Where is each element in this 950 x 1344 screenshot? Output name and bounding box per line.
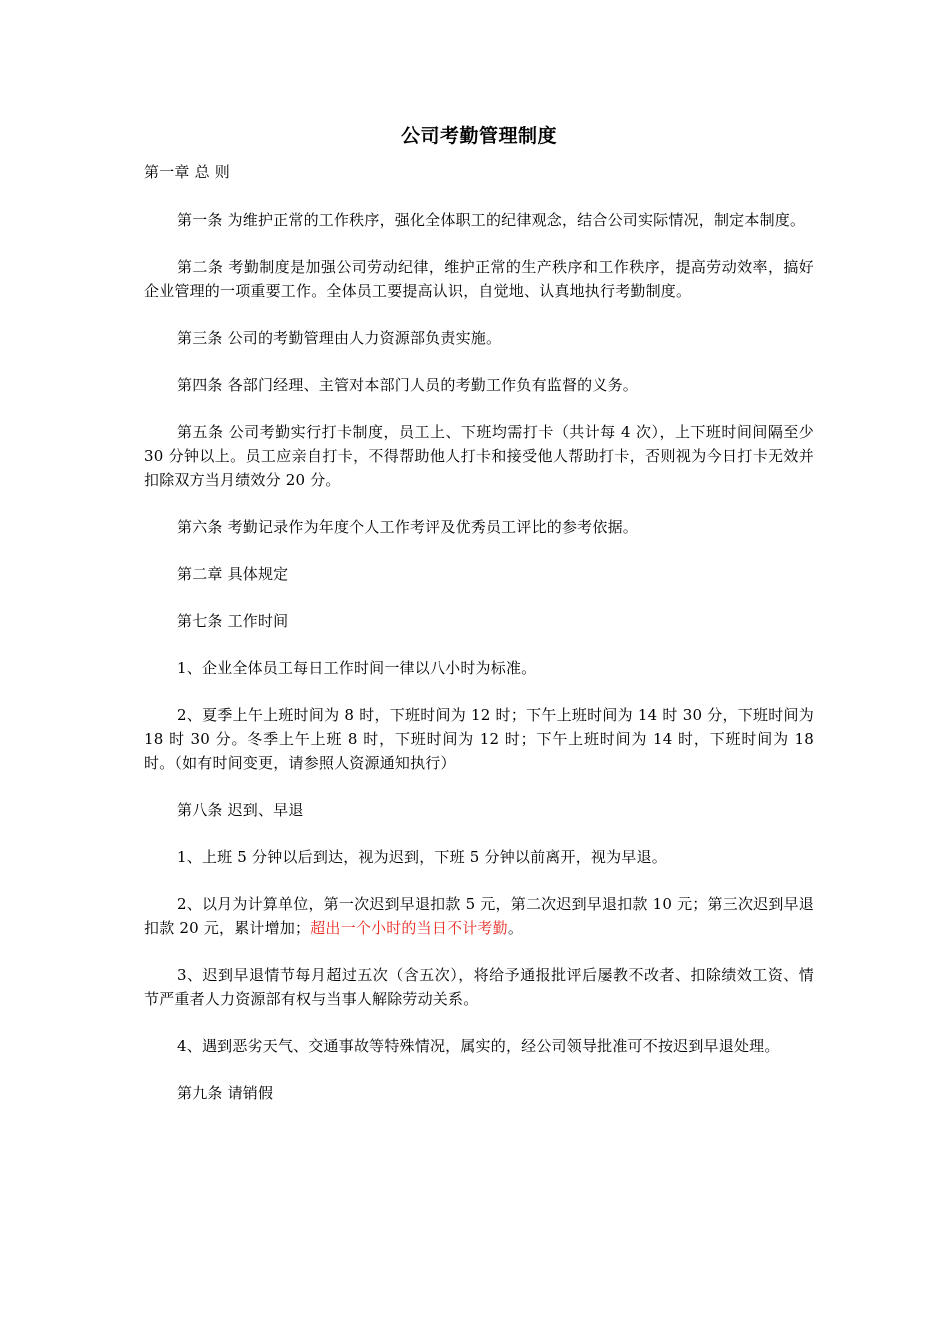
article-8-item-1: 1、上班 5 分钟以后到达，视为迟到，下班 5 分钟以前离开，视为早退。	[177, 848, 667, 866]
article-7-item-1: 1、企业全体员工每日工作时间一律以八小时为标准。	[177, 659, 537, 677]
article-3: 第三条 公司的考勤管理由人力资源部负责实施。	[177, 329, 502, 347]
document-page	[144, 118, 814, 1128]
chapter-1-heading: 第一章 总 则	[144, 163, 230, 181]
document-title: 公司考勤管理制度	[400, 125, 557, 147]
article-1: 第一条 为维护正常的工作秩序，强化全体职工的纪律观念，结合公司实际情况，制定本制度。	[177, 211, 806, 229]
article-4: 第四条 各部门经理、主管对本部门人员的考勤工作负有监督的义务。	[177, 376, 638, 394]
article-5: 第五条 公司考勤实行打卡制度，员工上、下班均需打卡（共计每 4 次），上下班时间间隔至少 30 分钟以上。员工应亲自打卡，不得帮助他人打卡和接受他人帮助打卡，否则视为今日打卡无效并扣除双方当月绩效分 20 分。	[144, 423, 814, 489]
article-8-item-2-text: 2、以月为计算单位，第一次迟到早退扣款 5 元，第二次迟到早退扣款 10 元；第三次迟到早退扣款 20 元，累计增加；	[144, 895, 814, 937]
article-8-item-4: 4、遇到恶劣天气、交通事故等特殊情况，属实的，经公司领导批准可不按迟到早退处理。	[177, 1037, 780, 1055]
article-2: 第二条 考勤制度是加强公司劳动纪律，维护正常的生产秩序和工作秩序，提高劳动效率，搞好企业管理的一项重要工作。全体员工要提高认识，自觉地、认真地执行考勤制度。	[144, 258, 814, 300]
article-8-item-2	[144, 892, 814, 940]
article-8-heading: 第八条 迟到、早退	[177, 801, 304, 819]
article-8-item-2-end: 。	[507, 919, 524, 937]
chapter-2-heading: 第二章 具体规定	[177, 565, 289, 583]
article-7-item-2: 2、夏季上午上班时间为 8 时，下班时间为 12 时；下午上班时间为 14 时 30 分，下班时间为 18 时 30 分。冬季上午上班 8 时，下班时间为 12 时；下午上班时间为 14 时，下班时间为 18 时。（如有时间变更，请参照人资源通知执行）	[144, 706, 814, 772]
article-7-heading: 第七条 工作时间	[177, 612, 289, 630]
article-8-item-3: 3、迟到早退情节每月超过五次（含五次），将给予通报批评后屡教不改者、扣除绩效工资、情节严重者人力资源部有权与当事人解除劳动关系。	[144, 966, 814, 1008]
article-9-heading: 第九条 请销假	[177, 1084, 274, 1102]
article-6: 第六条 考勤记录作为年度个人工作考评及优秀员工评比的参考依据。	[177, 518, 638, 536]
highlighted-rule: 超出一个小时的当日不计考勤	[310, 919, 508, 937]
